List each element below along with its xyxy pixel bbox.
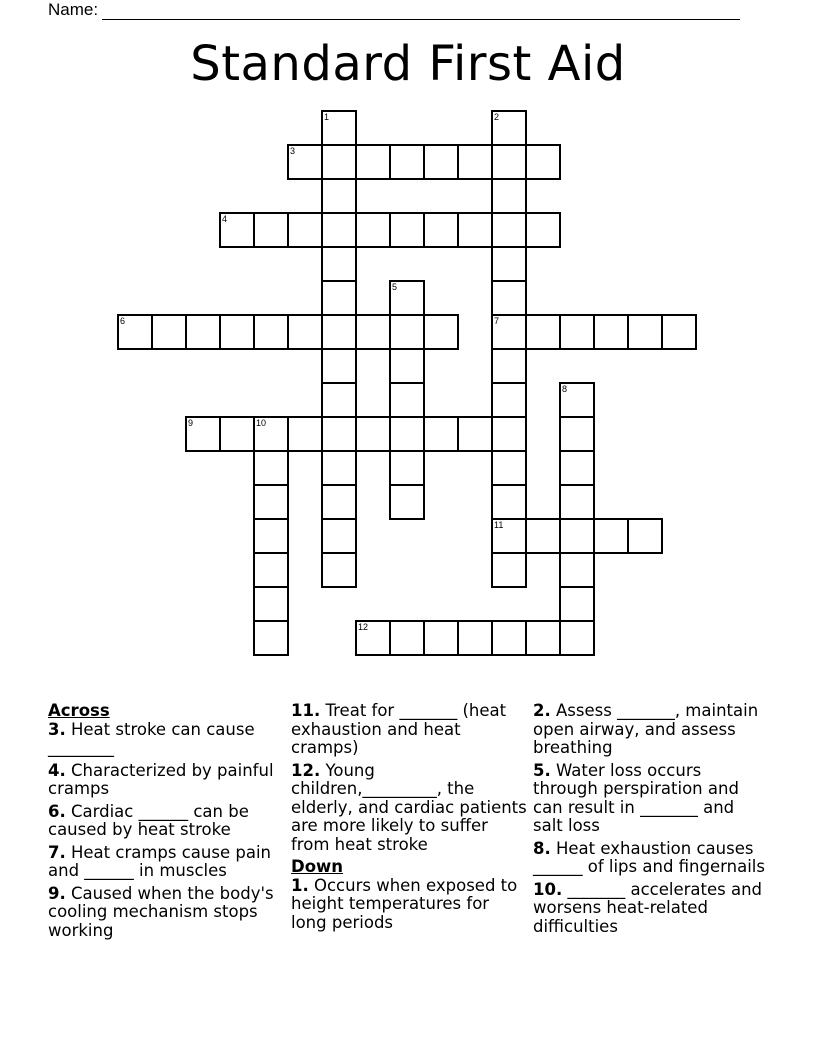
down-clue-list [291, 877, 527, 933]
grid-cell[interactable] [491, 416, 527, 452]
grid-cell[interactable] [423, 144, 459, 180]
grid-cell[interactable] [627, 314, 663, 350]
clue-text: _______ accelerates and worsens heat-related difficulties [533, 879, 763, 936]
clue-item [291, 762, 527, 855]
cell-number: 11 [494, 520, 504, 530]
down-heading: Down [291, 857, 344, 876]
grid-cell[interactable] [559, 518, 595, 554]
grid-cell[interactable] [185, 314, 221, 350]
grid-cell[interactable] [321, 178, 357, 214]
clue-text: Heat stroke can cause ________ [48, 719, 255, 757]
grid-cell[interactable] [457, 620, 493, 656]
clue-item [291, 877, 527, 933]
clue-number: 7. [48, 842, 66, 862]
grid-cell[interactable] [559, 382, 595, 418]
grid-cell[interactable] [389, 382, 425, 418]
grid-cell[interactable] [321, 110, 357, 146]
grid-cell[interactable] [355, 212, 391, 248]
grid-cell[interactable] [389, 620, 425, 656]
grid-cell[interactable] [389, 484, 425, 520]
grid-cell[interactable] [321, 348, 357, 384]
grid-cell[interactable] [321, 144, 357, 180]
grid-cell[interactable] [559, 484, 595, 520]
grid-cell[interactable] [457, 416, 493, 452]
grid-cell[interactable] [525, 620, 561, 656]
clue-number: 3. [48, 719, 66, 739]
grid-cell[interactable] [253, 212, 289, 248]
grid-cell[interactable] [661, 314, 697, 350]
grid-cell[interactable] [389, 450, 425, 486]
cell-number: 8 [562, 384, 568, 394]
grid-cell[interactable] [627, 518, 663, 554]
grid-cell[interactable] [321, 484, 357, 520]
grid-cell[interactable] [423, 314, 459, 350]
grid-cell[interactable] [389, 144, 425, 180]
grid-cell[interactable] [355, 416, 391, 452]
grid-cell[interactable] [525, 144, 561, 180]
grid-cell[interactable] [253, 586, 289, 622]
grid-cell[interactable] [219, 416, 255, 452]
grid-cell[interactable] [389, 314, 425, 350]
grid-cell[interactable] [389, 348, 425, 384]
clue-item [48, 721, 284, 758]
grid-cell[interactable] [253, 620, 289, 656]
clue-number: 4. [48, 760, 66, 780]
grid-cell[interactable] [559, 416, 595, 452]
cell-number: 4 [222, 214, 228, 224]
grid-cell[interactable] [491, 178, 527, 214]
cell-number: 2 [494, 112, 500, 122]
clue-text: Assess _______, maintain open airway, and assess breathing [533, 701, 759, 757]
grid-cell[interactable] [253, 314, 289, 350]
grid-cell[interactable] [559, 586, 595, 622]
grid-cell[interactable] [321, 382, 357, 418]
cell-number: 9 [188, 418, 194, 428]
grid-cell[interactable] [491, 144, 527, 180]
clue-item [533, 881, 769, 937]
grid-cell[interactable] [593, 518, 629, 554]
clue-item [48, 803, 284, 840]
clue-text: Characterized by painful cramps [48, 760, 274, 798]
grid-cell[interactable] [151, 314, 187, 350]
cell-number: 6 [120, 316, 126, 326]
clue-number: 11. [291, 701, 321, 720]
grid-cell[interactable] [457, 212, 493, 248]
grid-cell[interactable] [253, 552, 289, 588]
clue-number: 10. [533, 879, 563, 899]
clue-number: 9. [48, 883, 66, 903]
across-clue-list [48, 721, 284, 941]
grid-cell[interactable] [389, 212, 425, 248]
grid-cell[interactable] [491, 484, 527, 520]
grid-cell[interactable] [491, 620, 527, 656]
clue-item [48, 885, 284, 941]
grid-cell[interactable] [491, 382, 527, 418]
grid-cell[interactable] [287, 314, 323, 350]
clue-number: 12. [291, 760, 321, 780]
clue-item [291, 702, 527, 758]
down-clue-list-continued [533, 702, 769, 936]
grid-cell[interactable] [525, 518, 561, 554]
grid-cell[interactable] [457, 144, 493, 180]
grid-cell[interactable] [491, 450, 527, 486]
grid-cell[interactable] [491, 246, 527, 282]
grid-cell[interactable] [423, 620, 459, 656]
grid-cell[interactable] [525, 314, 561, 350]
clue-text: Occurs when exposed to height temperatures for long periods [291, 875, 518, 932]
across-heading: Across [48, 701, 110, 720]
clues-column-3 [533, 702, 769, 940]
clue-item [533, 702, 769, 758]
grid-cell[interactable] [355, 144, 391, 180]
grid-cell[interactable] [321, 246, 357, 282]
cell-number: 7 [494, 316, 500, 326]
grid-cell[interactable] [559, 314, 595, 350]
clue-number: 8. [533, 838, 551, 858]
grid-cell[interactable] [423, 212, 459, 248]
grid-cell[interactable] [491, 348, 527, 384]
grid-cell[interactable] [321, 280, 357, 316]
grid-cell[interactable] [321, 450, 357, 486]
grid-cell[interactable] [321, 416, 357, 452]
grid-cell[interactable] [219, 212, 255, 248]
clue-item [48, 762, 284, 799]
clue-number: 6. [48, 801, 66, 821]
cell-number: 3 [290, 146, 296, 156]
grid-cell[interactable] [355, 314, 391, 350]
clue-item [533, 762, 769, 836]
grid-cell[interactable] [185, 416, 221, 452]
clue-text: Young children,_________, the elderly, and cardiac patients are more likely to suffer from heat stroke [291, 760, 527, 854]
grid-cell[interactable] [559, 552, 595, 588]
cell-number: 1 [324, 112, 330, 122]
clue-item [48, 844, 284, 881]
clue-text: Treat for _______ (heat exhaustion and heat cramps) [291, 701, 507, 757]
grid-cell[interactable] [287, 212, 323, 248]
clue-number: 1. [291, 875, 309, 895]
clue-text: Cardiac ______ can be caused by heat stroke [48, 801, 249, 839]
grid-cell[interactable] [491, 212, 527, 248]
clues-column-2 [291, 702, 527, 936]
grid-cell[interactable] [287, 144, 323, 180]
grid-cell[interactable] [593, 314, 629, 350]
grid-cell[interactable] [253, 518, 289, 554]
grid-cell[interactable] [389, 280, 425, 316]
clues-column-1 [48, 702, 284, 944]
clue-item [533, 840, 769, 877]
grid-cell[interactable] [559, 620, 595, 656]
clue-text: Water loss occurs through perspiration and can result in _______ and salt loss [533, 760, 739, 835]
grid-cell[interactable] [287, 416, 323, 452]
cell-number: 5 [392, 282, 398, 292]
name-label: Name: [48, 0, 99, 19]
grid-cell[interactable] [491, 314, 527, 350]
grid-cell[interactable] [355, 620, 391, 656]
across-clue-list-continued [291, 702, 527, 854]
cell-number: 10 [256, 418, 267, 428]
page-title: Standard First Aid [190, 36, 626, 92]
grid-cell[interactable] [491, 110, 527, 146]
grid-cell[interactable] [321, 552, 357, 588]
clue-text: Heat exhaustion causes ______ of lips and fingernails [533, 838, 765, 876]
grid-cell[interactable] [491, 552, 527, 588]
grid-cell[interactable] [321, 314, 357, 350]
clue-text: Caused when the body's cooling mechanism stops working [48, 883, 274, 940]
grid-cell[interactable] [525, 212, 561, 248]
clue-number: 2. [533, 701, 551, 720]
grid-cell[interactable] [321, 212, 357, 248]
grid-cell[interactable] [253, 484, 289, 520]
grid-cell[interactable] [253, 450, 289, 486]
grid-cell[interactable] [219, 314, 255, 350]
grid-cell[interactable] [491, 518, 527, 554]
grid-cell[interactable] [253, 416, 289, 452]
grid-cell[interactable] [117, 314, 153, 350]
clue-text: Heat cramps cause pain and ______ in muscles [48, 842, 271, 880]
grid-cell[interactable] [321, 518, 357, 554]
grid-cell[interactable] [389, 416, 425, 452]
cell-number: 12 [358, 622, 369, 632]
grid-cell[interactable] [491, 280, 527, 316]
clue-number: 5. [533, 760, 551, 780]
grid-cell[interactable] [559, 450, 595, 486]
grid-cell[interactable] [423, 416, 459, 452]
